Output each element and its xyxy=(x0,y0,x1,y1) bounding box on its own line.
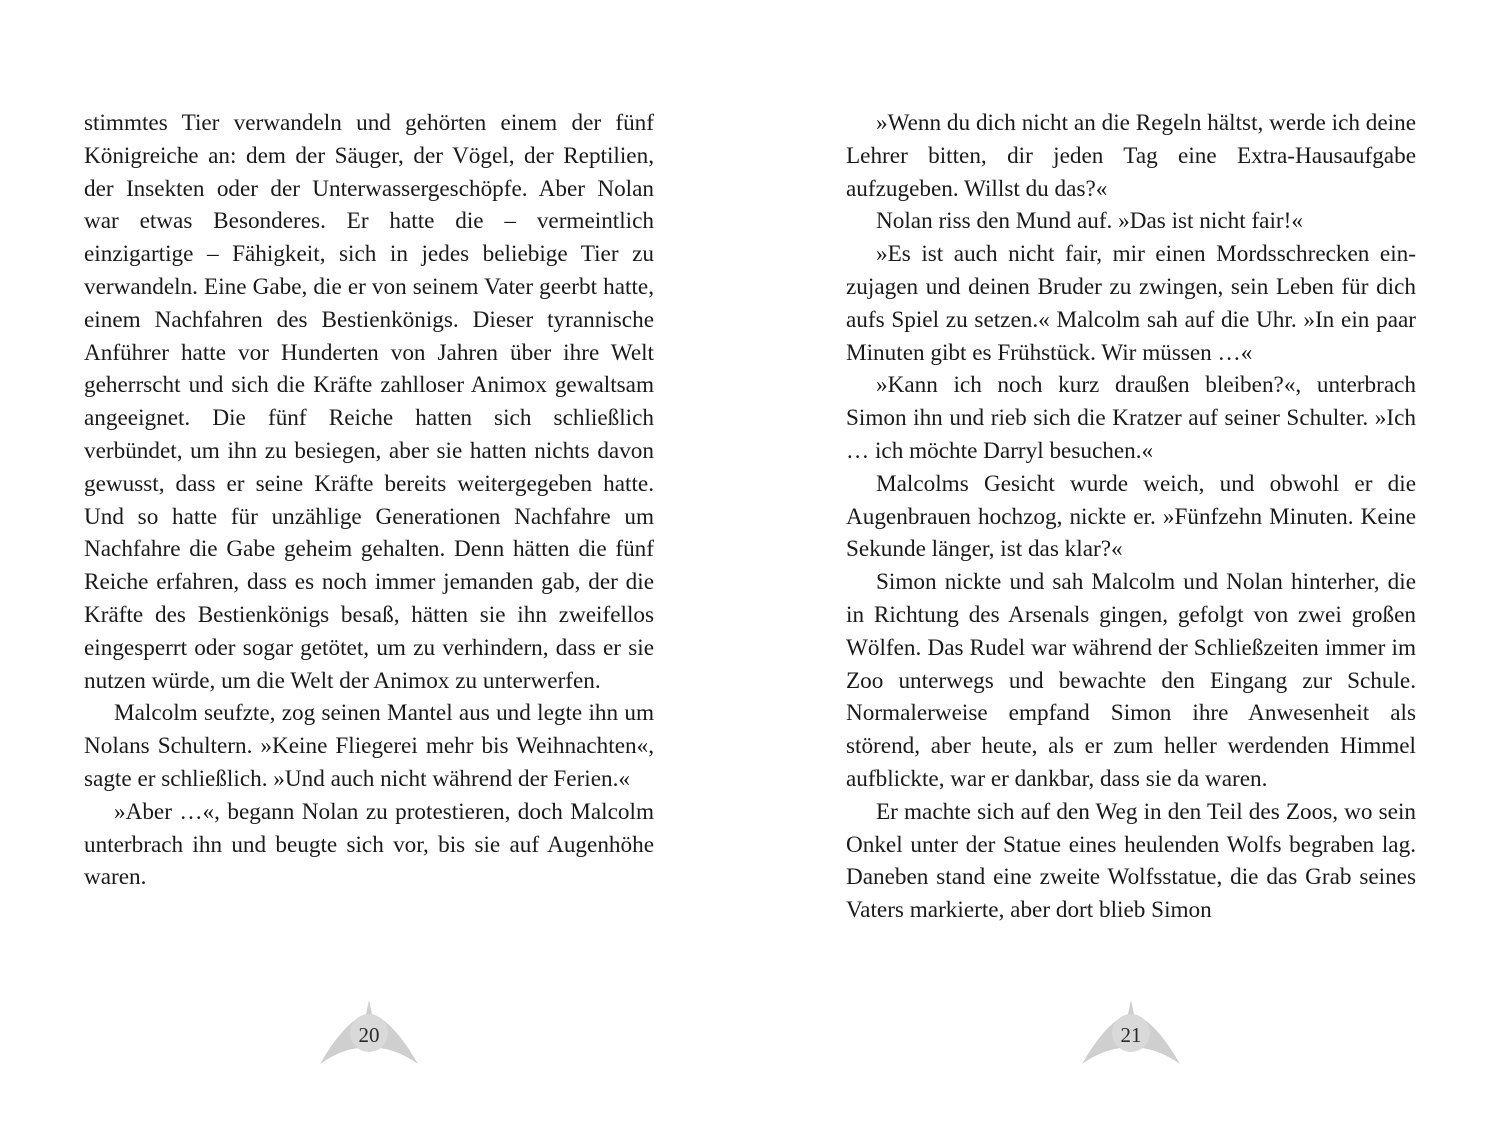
paragraph: Malcolm seufzte, zog seinen Mantel aus und legte ihn um Nolans Schultern. »Keine Fliegerei mehr bis Weihnachten«, sagte er schließlich. »Und auch nicht während der Ferien.« xyxy=(84,700,654,792)
paragraph: Nolan riss den Mund auf. »Das ist nicht fair!« xyxy=(876,208,1303,235)
left-page-text xyxy=(84,107,654,894)
page-number: 20 xyxy=(358,1023,380,1047)
paragraph: Simon nickte und sah Malcolm und Nolan hinterher, die in Richtung des Arsenals gingen, gefolgt von zwei großen Wölfen. Das Rudel war während der Schließzeiten immer im Zoo unterwegs und bewachte den Eingang zur Schule. Normalerweise empfand Simon ihre Anwesenheit als störend, aber heute, als er zum heller werdenden Himmel aufblickte, war er dankbar, dass sie da waren. xyxy=(846,569,1416,792)
page-number-folio xyxy=(1076,1000,1186,1070)
page-number-folio xyxy=(314,1000,424,1070)
page-number: 21 xyxy=(1120,1023,1142,1047)
paragraph: Malcolms Gesicht wurde weich, und obwohl er die Augenbrauen hochzog, nickte er. »Fünfzehn Minuten. Keine Sekunde länger, ist das klar?« xyxy=(846,470,1416,563)
paragraph: »Aber …«, begann Nolan zu protestieren, doch Malcolm unterbrach ihn und beugte sich vor, bis sie auf Augenhöhe waren. xyxy=(84,798,654,891)
right-page xyxy=(750,0,1500,1140)
right-page-text xyxy=(846,107,1416,927)
paragraph: »Wenn du dich nicht an die Regeln hältst, werde ich deine Lehrer bitten, dir jeden Tag eine Extra-Hausaufgabe aufzugeben. Willst du das?« xyxy=(846,110,1416,202)
paragraph: »Es ist auch nicht fair, mir einen Mordsschrecken einzujagen und deinen Bruder zu zwingen, sein Leben für dich aufs Spiel zu setzen.« Malcolm sah auf die Uhr. »In ein paar Minuten gibt es Frühstück. Wir müssen …« xyxy=(846,241,1416,366)
paragraph: Er machte sich auf den Weg in den Teil des Zoos, wo sein Onkel unter der Statue eines heulenden Wolfs begraben lag. Daneben stand eine zweite Wolfsstatue, die das Grab seines Vaters markierte, aber dort blieb Simon xyxy=(846,798,1416,924)
paragraph: stimmtes Tier verwandeln und gehörten einem der fünf Königreiche an: dem der Säuger, der Vögel, der Reptilien, der Insekten oder der Unterwassergeschöpfe. Aber Nolan war etwas Besonderes. Er hatte die – vermeintlich einzigartige – Fähigkeit, sich in jedes beliebige Tier zu verwandeln. Eine Gabe, die er von seinem Vater geerbt hatte, einem Nachfahren des Bestienkönigs. Dieser tyrannische Anführer hatte vor Hunderten von Jahren über ihre Welt geherrscht und sich die Kräfte zahlloser Animox gewaltsam angeeignet. Die fünf Reiche hatten sich schließlich verbündet, um ihn zu besiegen, aber sie hatten nichts davon gewusst, dass er seine Kräfte bereits weitergegeben hatte. Und so hatte für unzählige Generationen Nachfahre um Nachfahre die Gabe geheim gehalten. Denn hätten die fünf Reiche erfahren, dass es noch immer jemanden gab, der die Kräfte des Bestienkönigs besaß, hätten sie ihn zweifellos eingesperrt oder sogar getötet, um zu verhindern, dass er sie nutzen würde, um die Welt der Animox zu unterwerfen. xyxy=(84,110,654,694)
paragraph: »Kann ich noch kurz draußen bleiben?«, unterbrach Simon ihn und rieb sich die Kratzer auf seiner Schulter. »Ich … ich möchte Darryl besuchen.« xyxy=(846,372,1416,464)
